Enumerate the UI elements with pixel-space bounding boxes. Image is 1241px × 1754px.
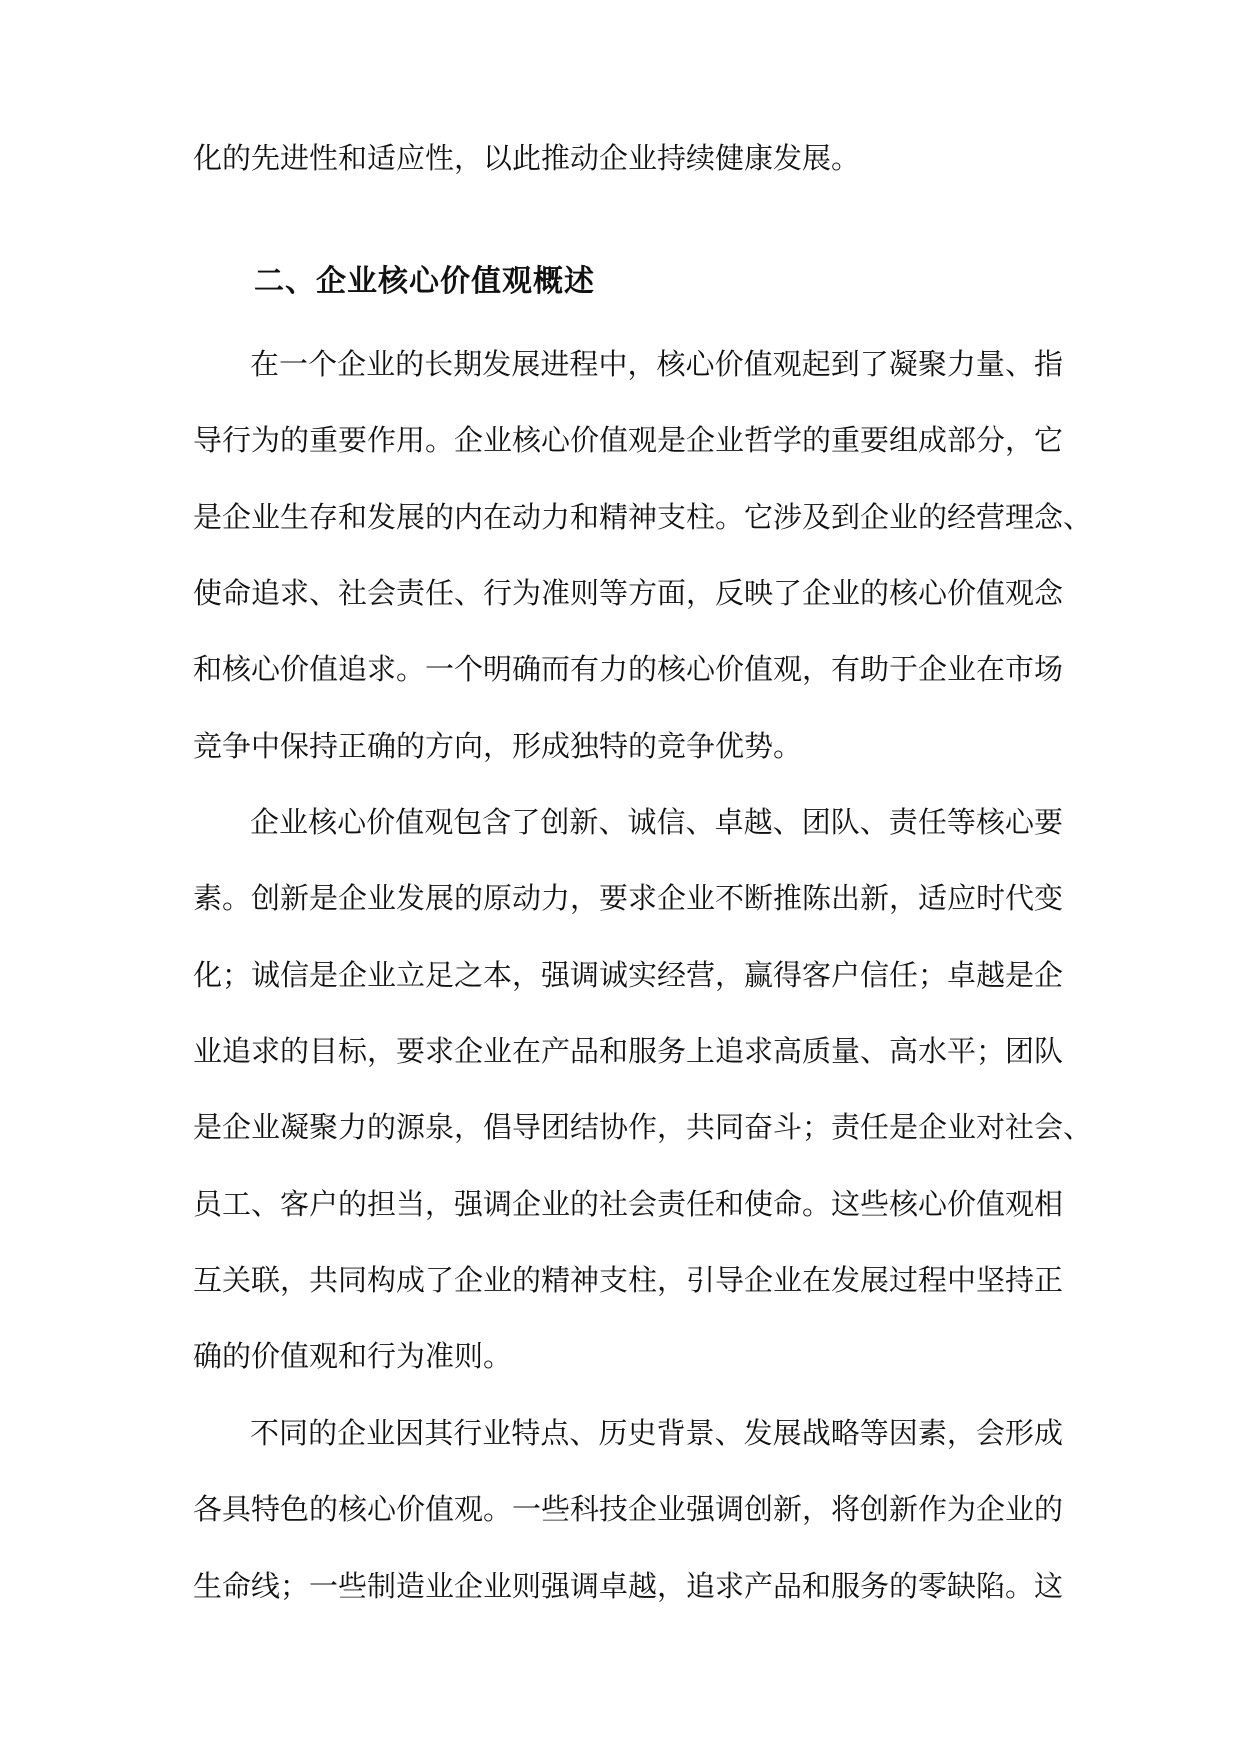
paragraph-1-line-1: 在一个企业的长期发展进程中，核心价值观起到了凝聚力量、指 [250, 347, 1063, 381]
paragraph-1-line-4: 使命追求、社会责任、行为准则等方面，反映了企业的核心价值观念 [193, 576, 1064, 610]
intro-line: 化的先进性和适应性，以此推动企业持续健康发展。 [193, 141, 861, 175]
paragraph-3-line-2: 各具特色的核心价值观。一些科技企业强调创新，将创新作为企业的 [193, 1492, 1064, 1526]
paragraph-1-line-5: 和核心价值追求。一个明确而有力的核心价值观，有助于企业在市场 [193, 652, 1064, 686]
paragraph-1-line-2: 导行为的重要作用。企业核心价值观是企业哲学的重要组成部分，它 [193, 423, 1064, 457]
paragraph-2-line-2: 素。创新是企业发展的原动力，要求企业不断推陈出新，适应时代变 [193, 881, 1064, 915]
paragraph-3-line-3: 生命线；一些制造业企业则强调卓越，追求产品和服务的零缺陷。这 [193, 1569, 1064, 1603]
paragraph-2-line-1: 企业核心价值观包含了创新、诚信、卓越、团队、责任等核心要 [250, 805, 1063, 839]
paragraph-2-line-4: 业追求的目标，要求企业在产品和服务上追求高质量、高水平；团队 [193, 1034, 1064, 1068]
section-heading: 二、企业核心价值观概述 [254, 264, 595, 299]
paragraph-2-line-7: 互关联，共同构成了企业的精神支柱，引导企业在发展过程中坚持正 [193, 1263, 1064, 1297]
paragraph-1-line-6: 竞争中保持正确的方向，形成独特的竞争优势。 [193, 729, 803, 763]
paragraph-2-line-3: 化；诚信是企业立足之本，强调诚实经营，赢得客户信任；卓越是企 [193, 958, 1064, 992]
paragraph-2-line-6: 员工、客户的担当，强调企业的社会责任和使命。这些核心价值观相 [193, 1187, 1064, 1221]
paragraph-2-line-8: 确的价值观和行为准则。 [193, 1339, 513, 1373]
paragraph-3-line-1: 不同的企业因其行业特点、历史背景、发展战略等因素，会形成 [250, 1416, 1063, 1450]
paragraph-1-line-3: 是企业生存和发展的内在动力和精神支柱。它涉及到企业的经营理念、 [193, 500, 1093, 534]
paragraph-2-line-5: 是企业凝聚力的源泉，倡导团结协作，共同奋斗；责任是企业对社会、 [193, 1110, 1093, 1144]
